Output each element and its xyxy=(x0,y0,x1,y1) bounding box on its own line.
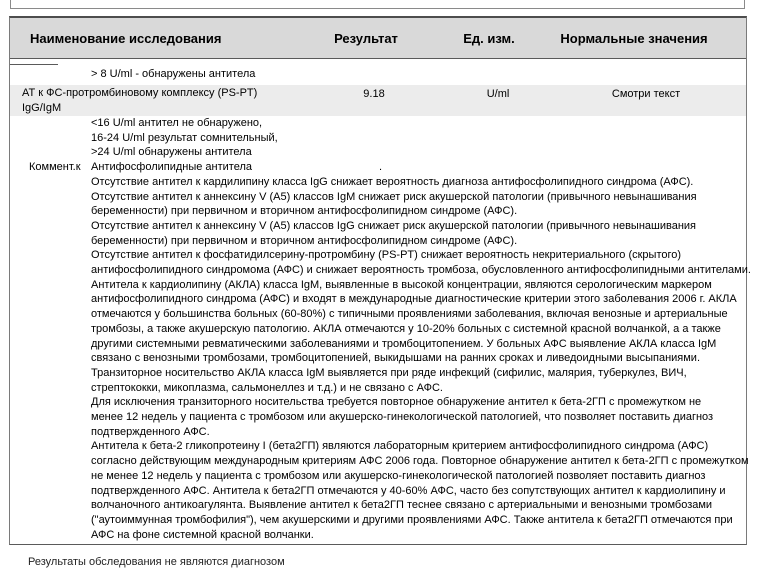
comment-line: беременности) при первичном и вторичном антифосфолипидном синдроме (АФС). xyxy=(91,234,518,247)
normal-range-value: Смотри текст xyxy=(611,88,681,100)
column-header-result: Результат xyxy=(334,31,398,46)
test-name-cell xyxy=(22,86,257,116)
comment-line: Антитела к кардиолипину (АКЛА) класса IgM, выявленные в высокой концентрации, являются серологическим маркером xyxy=(91,278,712,291)
column-header-normal-range: Нормальные значения xyxy=(560,31,708,46)
comment-line: Транзиторное носительство АКЛА класса IgM выявляется при ряде инфекций (сифилис, малярия, туберкулез, ВИЧ, xyxy=(91,366,687,379)
test-name-line1: АТ к ФС-протромбиновому комплексу (PS-PT) xyxy=(22,87,258,99)
table-row-result xyxy=(10,85,746,116)
cell-divider-line xyxy=(10,64,58,65)
reference-note: >24 U/ml обнаружены антитела xyxy=(91,146,252,159)
comment-line: стрептококки, микоплазма, сальмонеллез и т.д.) и не связано с АФС. xyxy=(91,381,443,394)
comment-line: связано с венозными тромбозами, тромбоцитопенией, выкидышами на ранних сроках и ливедоидными высыпаниями. xyxy=(91,352,701,365)
comment-line: подтвержденного АФС. Антитела к бета2ГП отмечаются у 40-60% АФС, часто без сопутствующих антител к кардиолипину и xyxy=(91,484,726,497)
comment-line: Отсутствие антител к аннексину V (А5) классов IgG снижает риск акушерской патологии (привычного невынашивания xyxy=(91,219,696,232)
comment-line: отмечаются у большинства больных (60-80%) с типичными проявлениями заболевания, включая венозные и артериальные xyxy=(91,308,728,321)
stray-dot: . xyxy=(379,161,383,174)
comment-line: не менее 12 недель у пациента с тромбозом или акушерско-гинекологической патологией позволяет поставить диагноз xyxy=(91,469,706,482)
column-header-test-name: Наименование исследования xyxy=(30,31,222,46)
notes-block xyxy=(10,116,751,542)
comment-line: согласно действующим международным критериям АФС 2006 года. Повторное обнаружение антител к бета-2ГП с промежутком xyxy=(91,455,749,468)
footer-text-cutoff: Результаты обследования не являются диагнозом xyxy=(28,556,285,568)
comment-line: Отсутствие антител к аннексину V (А5) классов IgM снижает риск акушерской патологии (привычного невынашивания xyxy=(91,190,697,203)
comment-line: Отсутствие антител к кардилипину класса IgG снижает вероятность диагноза антифосфолипидного синдрома (АФС). xyxy=(91,175,694,188)
comment-line: ("аутоиммунная тромбофилия"), чем акушерскими и другими проявлениями АФС. Также антитела к бета2ГП отмечаются при xyxy=(91,513,733,526)
comment-header-row xyxy=(10,160,746,175)
column-header-unit: Ед. изм. xyxy=(463,31,515,46)
comment-line: другими системными ревматическими заболеваниями и тромбоцитопением. У больных АФС выявление АКЛА класса IgM xyxy=(91,337,717,350)
previous-table-fragment xyxy=(10,0,745,9)
reference-note: 16-24 U/ml результат сомнительный, xyxy=(91,131,278,144)
reference-note-above: > 8 U/ml - обнаружены антитела xyxy=(91,68,256,80)
comment-line: АФС на фоне системной красной волчанки. xyxy=(91,528,314,541)
comment-line: Для исключения транзиторного носительства требуется повторное обнаружение антител к бета-2ГП с промежутком не xyxy=(91,396,702,409)
comment-title: Антифосфолипидные антитела xyxy=(91,161,253,174)
comment-line: Отсутствие антител к фосфатидилсерину-протромбину (PS-PT) снижает вероятность некритериального (скрытого) xyxy=(91,249,682,262)
comment-line: антифосфолипидного синдрома (АФС) и входят в международные диагностические критерии этого заболевания 2006 г. АКЛА xyxy=(91,293,737,306)
comment-label: Коммент.к xyxy=(29,161,81,174)
comment-line: тромбозы, а также акушерскую патологию. АКЛА отмечаются у 10-20% больных с системной красной волчанкой, а а также xyxy=(91,322,721,335)
reference-note: <16 U/ml антител не обнаружено, xyxy=(91,117,263,129)
comment-line: подтвержденного АФС. xyxy=(91,425,210,438)
table-header-row xyxy=(10,18,746,59)
comment-line: антифосфолипидного синдромома (АФС) и снижает вероятность тромбоза, обусловленного антифосфолипидными антителами. xyxy=(91,264,751,277)
test-name-line2: IgG/IgM xyxy=(22,102,62,114)
results-table xyxy=(9,16,751,545)
comment-text-block xyxy=(10,175,751,543)
result-value: 9.18 xyxy=(363,88,385,100)
unit-value: U/ml xyxy=(486,88,510,100)
comment-line: беременности) при первичном и вторичном антифосфолипидном синдроме (АФС). xyxy=(91,205,518,218)
comment-line: менее 12 недель у пациента с тромбозом или акушерско-гинекологической патологией, что позволяет поставить диагноз xyxy=(91,411,714,424)
comment-line: Антитела к бета-2 гликопротеину I (бета2ГП) являются лабораторным критерием антифосфолипидного синдрома (АФС) xyxy=(91,440,709,453)
comment-line: волчаночного антикоагулянта. Выявление антител к бета2ГП теснее связано с артериальными и венозными тромбозами xyxy=(91,499,713,512)
